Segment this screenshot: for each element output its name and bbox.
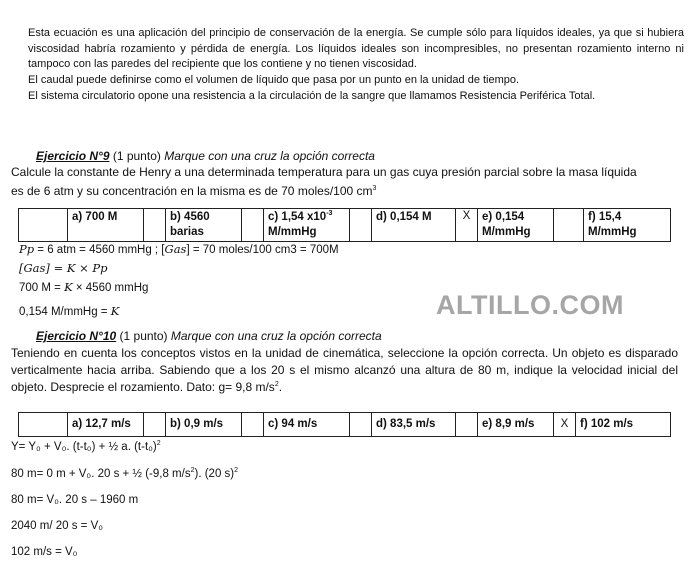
ex9-heading [36,149,375,163]
ex10-checkbox-f-marked[interactable]: X [554,413,576,437]
ex10-instruction: Marque con una cruz la opción correcta [170,329,382,343]
ex10-option-e: e) 8,9 m/s [478,413,554,437]
ex9-option-b: b) 4560 barias [166,209,242,242]
ex10-calc-line1: Y= Y₀ + V₀. (t-t₀) + ½ a. $(t-t_0)^2$ [11,440,161,453]
intro-text-3: El sistema circulatorio opone una resistencia a la circulación de la sangre que llamamos Resistencia Periférica Total. [28,89,596,102]
ex10-option-b: b) 0,9 m/s [166,413,242,437]
ex10-option-d: d) 83,5 m/s [372,413,456,437]
ex10-calc-line3: 80 m= V₀. 20 s – 1960 m [11,494,139,506]
altillo-watermark: ALTILLO.COM [436,290,624,320]
ex10-option-a: a) 12,7 m/s [68,413,144,437]
ex9-title: Ejercicio N°9 [36,149,110,163]
ex10-checkbox-e[interactable] [456,413,478,437]
ex10-calc-line2: 80 m= 0 m + V₀. 20 s + ½ (-9,8 $m/s^2$). (20 s)$^2$ [11,467,239,480]
ex9-calc-line2: [Gas] = K × Pp [19,261,108,275]
ex10-options-table [18,412,671,437]
ex9-options-table [18,208,671,242]
ex10-calc-line5: 102 m/s = V₀ [11,546,78,558]
ex9-calc-line4: 0,154 M/mmHg = K [19,304,120,318]
ex10-heading [36,329,382,343]
ex9-option-d: d) 0,154 M [372,209,456,242]
ex9-question-line1: Calcule la constante de Henry a una determinada temperatura para un gas cuya presión parcial sobre la masa líquida [11,165,637,179]
ex10-points: (1 punto) [116,329,171,343]
intro-paragraph [28,26,684,105]
ex9-calc-line1: Pp = 6 atm = 4560 mmHg ; [Gas] = 70 moles/100 cm3 = 700M [19,242,339,256]
ex9-checkbox-a[interactable] [19,209,68,242]
ex10-title: Ejercicio N°10 [36,329,117,343]
ex9-checkbox-d[interactable] [350,209,372,242]
ex10-checkbox-d[interactable] [350,413,372,437]
ex10-checkbox-b[interactable] [144,413,166,437]
ex9-question-line2: es de 6 atm y su concentración en la misma es de 70 moles/100 $cm^3$ [11,184,377,198]
ex9-calc-line3: 700 M = K × 4560 mmHg [19,280,149,294]
ex10-calc-line4: 2040 m/ 20 s = V₀ [11,520,104,532]
intro-text-1: Esta ecuación es una aplicación del principio de conservación de la energía. Se cumple sólo para líquidos ideales, ya que si hubiera viscosidad habría rozamiento y pérdida de energía. Los líquidos ideales son incompresibles, no presentan rozamiento interno ni tampoco con las paredes del recipiente que los contiene y no tienen viscosidad. [28,27,684,71]
ex10-option-f: f) 102 m/s [576,413,671,437]
ex10-checkbox-c[interactable] [242,413,264,437]
ex9-checkbox-f[interactable] [554,209,584,242]
ex9-points: (1 punto) [109,149,165,163]
ex10-option-c: c) 94 m/s [264,413,350,437]
ex9-checkbox-c[interactable] [242,209,264,242]
ex9-checkbox-b[interactable] [144,209,166,242]
ex9-instruction: Marque con una cruz la opción correcta [164,149,375,163]
ex9-option-f: f) 15,4 M/mmHg [584,209,671,242]
ex9-option-e: e) 0,154 M/mmHg [478,209,554,242]
ex9-option-c: c) 1,54 $x10^{-3}$ M/mmHg [264,209,350,242]
ex9-checkbox-e-marked[interactable]: X [456,209,478,242]
ex9-option-a: a) 700 M [68,209,144,242]
intro-text-2: El caudal puede definirse como el volumen de líquido que pasa por un punto en la unidad de tiempo. [28,74,520,87]
ex10-checkbox-a[interactable] [19,413,68,437]
ex10-question: Teniendo en cuenta los conceptos vistos en la unidad de cinemática, seleccione la opción correcta. Un objeto es disparado verticalmente hacia arriba. Sabiendo que a los 20 s el mismo alcanzó una altura de 80 m, indique la velocidad inicial del objeto. Desprecie el rozamiento. Dato: g= 9,8 $m/s^2$. [11,346,678,394]
